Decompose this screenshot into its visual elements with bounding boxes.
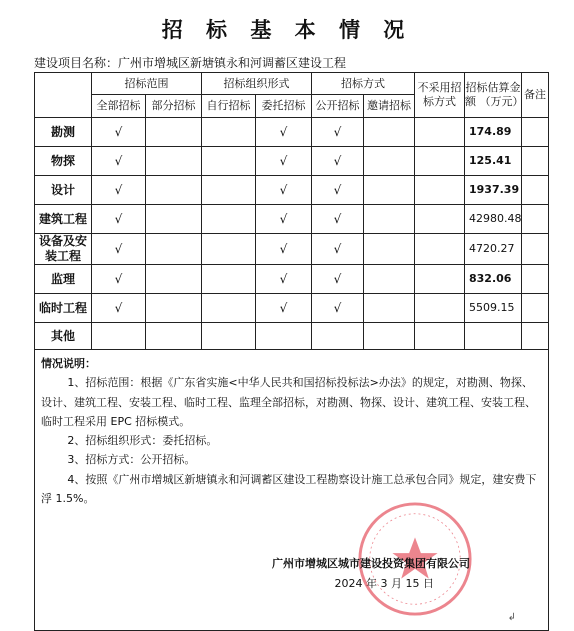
- amount-cell: 832.06: [465, 265, 522, 294]
- row-label: 设计: [35, 176, 92, 205]
- check-mark: √: [312, 265, 364, 294]
- notes-section: [35, 350, 549, 631]
- check-mark: √: [312, 294, 364, 323]
- table-row: [35, 118, 549, 147]
- row-label: 建筑工程: [35, 205, 92, 234]
- row-label: 监理: [35, 265, 92, 294]
- check-mark: √: [92, 176, 146, 205]
- check-mark: √: [92, 147, 146, 176]
- amount-cell: 5509.15: [465, 294, 522, 323]
- header-method: 招标方式: [312, 73, 415, 95]
- corner-cell: [35, 73, 92, 118]
- subheader-part: 部分招标: [146, 95, 202, 118]
- header-org: 招标组织形式: [202, 73, 312, 95]
- table-row: [35, 147, 549, 176]
- table-row: [35, 234, 549, 265]
- check-mark: √: [92, 205, 146, 234]
- check-mark: √: [92, 265, 146, 294]
- header-scope: 招标范围: [92, 73, 202, 95]
- amount-cell: 42980.48: [465, 205, 522, 234]
- subheader-self: 自行招标: [202, 95, 256, 118]
- check-mark: √: [312, 234, 364, 265]
- subheader-invite: 邀请招标: [364, 95, 415, 118]
- row-label: 其他: [35, 323, 92, 350]
- table-row: [35, 294, 549, 323]
- check-mark: √: [312, 205, 364, 234]
- note-item: 1、招标范围：根据《广东省实施<中华人民共和国招标投标法>办法》的规定，对勘测、物探、设计、建筑工程、安装工程、临时工程、监理全部招标，对勘测、物探、设计、建筑工程、安装工程、临时工程采用 EPC 招标模式。: [41, 376, 536, 428]
- notes-heading: 情况说明：: [41, 357, 96, 370]
- amount-cell: 1937.39: [465, 176, 522, 205]
- check-mark: √: [256, 234, 312, 265]
- note-item: 2、招标组织形式：委托招标。: [67, 434, 218, 447]
- document-title: 招 标 基 本 情 况: [161, 18, 413, 42]
- row-label: 临时工程: [35, 294, 92, 323]
- check-mark: √: [92, 234, 146, 265]
- subheader-entrust: 委托招标: [256, 95, 312, 118]
- check-mark: √: [256, 265, 312, 294]
- check-mark: √: [256, 205, 312, 234]
- amount-cell: [465, 323, 522, 350]
- table-row: [35, 265, 549, 294]
- table-row: [35, 176, 549, 205]
- check-mark: √: [256, 176, 312, 205]
- project-name: 建设项目名称：广州市增城区新塘镇永和河调蓄区建设工程: [34, 56, 347, 70]
- header-estimate: 招标估算金额 （万元）: [465, 73, 522, 118]
- subheader-public: 公开招标: [312, 95, 364, 118]
- check-mark: √: [312, 118, 364, 147]
- subheader-all: 全部招标: [92, 95, 146, 118]
- check-mark: √: [312, 147, 364, 176]
- check-mark: √: [92, 294, 146, 323]
- header-not-used: 不采用招标方式: [415, 73, 465, 118]
- amount-cell: 4720.27: [465, 234, 522, 265]
- note-item: 4、按照《广州市增城区新塘镇永和河调蓄区建设工程勘察设计施工总承包合同》规定，建安费下浮 1.5%。: [41, 472, 537, 505]
- company-name: 广州市增城区城市建设投资集团有限公司: [272, 557, 470, 570]
- sign-date: 2024 年 3 月 15 日: [334, 577, 434, 590]
- amount-cell: 125.41: [465, 147, 522, 176]
- note-item: 3、招标方式：公开招标。: [67, 453, 196, 467]
- check-mark: √: [256, 147, 312, 176]
- table-row: [35, 205, 549, 234]
- check-mark: √: [92, 118, 146, 147]
- amount-cell: 174.89: [465, 118, 522, 147]
- header-remark: 备注: [522, 73, 549, 118]
- paragraph-mark: ↲: [507, 611, 516, 623]
- check-mark: √: [256, 118, 312, 147]
- table-row: [35, 323, 549, 350]
- row-label: 勘测: [35, 118, 92, 147]
- row-label: 设备及安装工程: [35, 234, 92, 265]
- check-mark: √: [256, 294, 312, 323]
- check-mark: √: [312, 176, 364, 205]
- row-label: 物探: [35, 147, 92, 176]
- bidding-table: [34, 72, 549, 631]
